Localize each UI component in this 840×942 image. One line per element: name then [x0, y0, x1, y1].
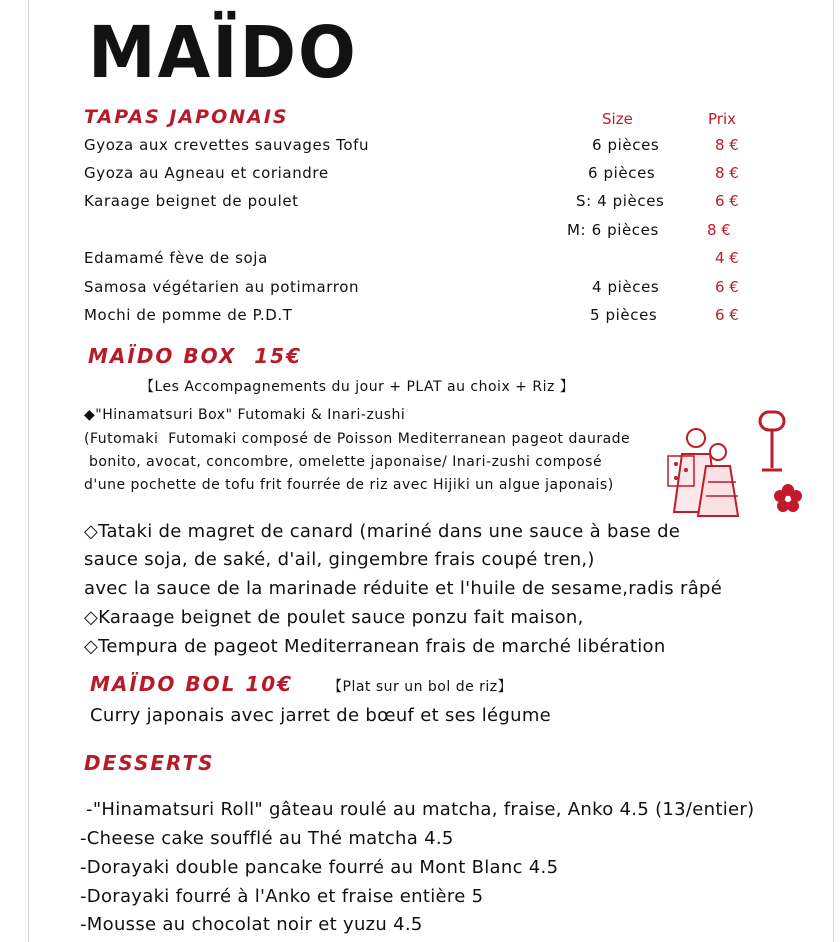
tapas-item-size: 4 pièces	[592, 278, 660, 296]
tapas-item-price: 6 €	[715, 192, 739, 210]
box-special-title: ◆"Hinamatsuri Box" Futomaki & Inari-zushi	[84, 407, 406, 423]
tapas-item-size: 6 pièces	[592, 136, 660, 154]
tapas-item-name: Samosa végétarien au potimarron	[84, 278, 360, 296]
dessert-item: -Dorayaki fourré à l'Anko et fraise entière 5	[80, 886, 484, 907]
tapas-item-name: Mochi de pomme de P.D.T	[84, 306, 293, 324]
bol-title: MAÏDO BOL 10€	[90, 672, 294, 696]
tapas-item-price: 4 €	[715, 249, 739, 267]
bol-note: 【Plat sur un bol de riz】	[328, 679, 513, 695]
tapas-item-name: Gyoza aux crevettes sauvages Tofu	[84, 136, 370, 154]
tapas-item-size: M: 6 pièces	[567, 221, 659, 239]
left-border	[28, 0, 29, 942]
tapas-item-size: 5 pièces	[590, 306, 658, 324]
box-option-line: ◇Karaage beignet de poulet sauce ponzu fait maison,	[84, 607, 584, 628]
tapas-item-size: 6 pièces	[588, 164, 656, 182]
bol-dish: Curry japonais avec jarret de bœuf et ses légume	[90, 705, 552, 726]
box-subtitle: 【Les Accompagnements du jour + PLAT au choix + Riz 】	[140, 379, 575, 395]
tapas-item-name: Karaage beignet de poulet	[84, 192, 299, 210]
desserts-title: DESSERTS	[84, 751, 215, 775]
box-option-line: ◇Tataki de magret de canard (mariné dans une sauce à base de	[84, 521, 681, 542]
box-option-line: sauce soja, de saké, d'ail, gingembre frais coupé tren,)	[84, 549, 595, 570]
size-header: Size	[602, 110, 633, 128]
price-header: Prix	[708, 110, 736, 128]
dessert-item: -Cheese cake soufflé au Thé matcha 4.5	[80, 828, 454, 849]
dessert-item: -Dorayaki double pancake fourré au Mont Blanc 4.5	[80, 857, 559, 878]
box-title: MAÏDO BOX 15€	[88, 344, 303, 368]
lantern-icon	[760, 412, 784, 470]
box-special-desc-line: d'une pochette de tofu frit fourrée de riz avec Hijiki un algue japonais)	[84, 477, 614, 493]
tapas-item-price: 6 €	[715, 306, 739, 324]
tapas-title: TAPAS JAPONAIS	[84, 106, 289, 128]
tapas-item-price: 8 €	[715, 164, 739, 182]
tapas-item-price: 8 €	[707, 221, 731, 239]
box-special-desc-line: bonito, avocat, concombre, omelette japonaise/ Inari-zushi composé	[84, 454, 603, 470]
tapas-item-name: Gyoza au Agneau et coriandre	[84, 164, 329, 182]
box-option-line: ◇Tempura de pageot Mediterranean frais de marché libération	[84, 636, 666, 657]
hina-dolls-illustration	[664, 404, 824, 526]
box-special-desc-line: (Futomaki Futomaki composé de Poisson Mediterranean pageot daurade	[84, 431, 631, 447]
tapas-item-size: S: 4 pièces	[576, 192, 665, 210]
dessert-item: -"Hinamatsuri Roll" gâteau roulé au matcha, fraise, Anko 4.5 (13/entier)	[80, 799, 755, 820]
tapas-item-price: 6 €	[715, 278, 739, 296]
restaurant-logo: MAÏDO	[88, 12, 358, 95]
right-border	[833, 0, 834, 942]
dessert-item: -Mousse au chocolat noir et yuzu 4.5	[80, 914, 423, 935]
plum-blossom-icon	[774, 484, 802, 512]
box-option-line: avec la sauce de la marinade réduite et l'huile de sesame,radis râpé	[84, 578, 723, 599]
tapas-item-name: Edamamé fève de soja	[84, 249, 268, 267]
tapas-item-price: 8 €	[715, 136, 739, 154]
